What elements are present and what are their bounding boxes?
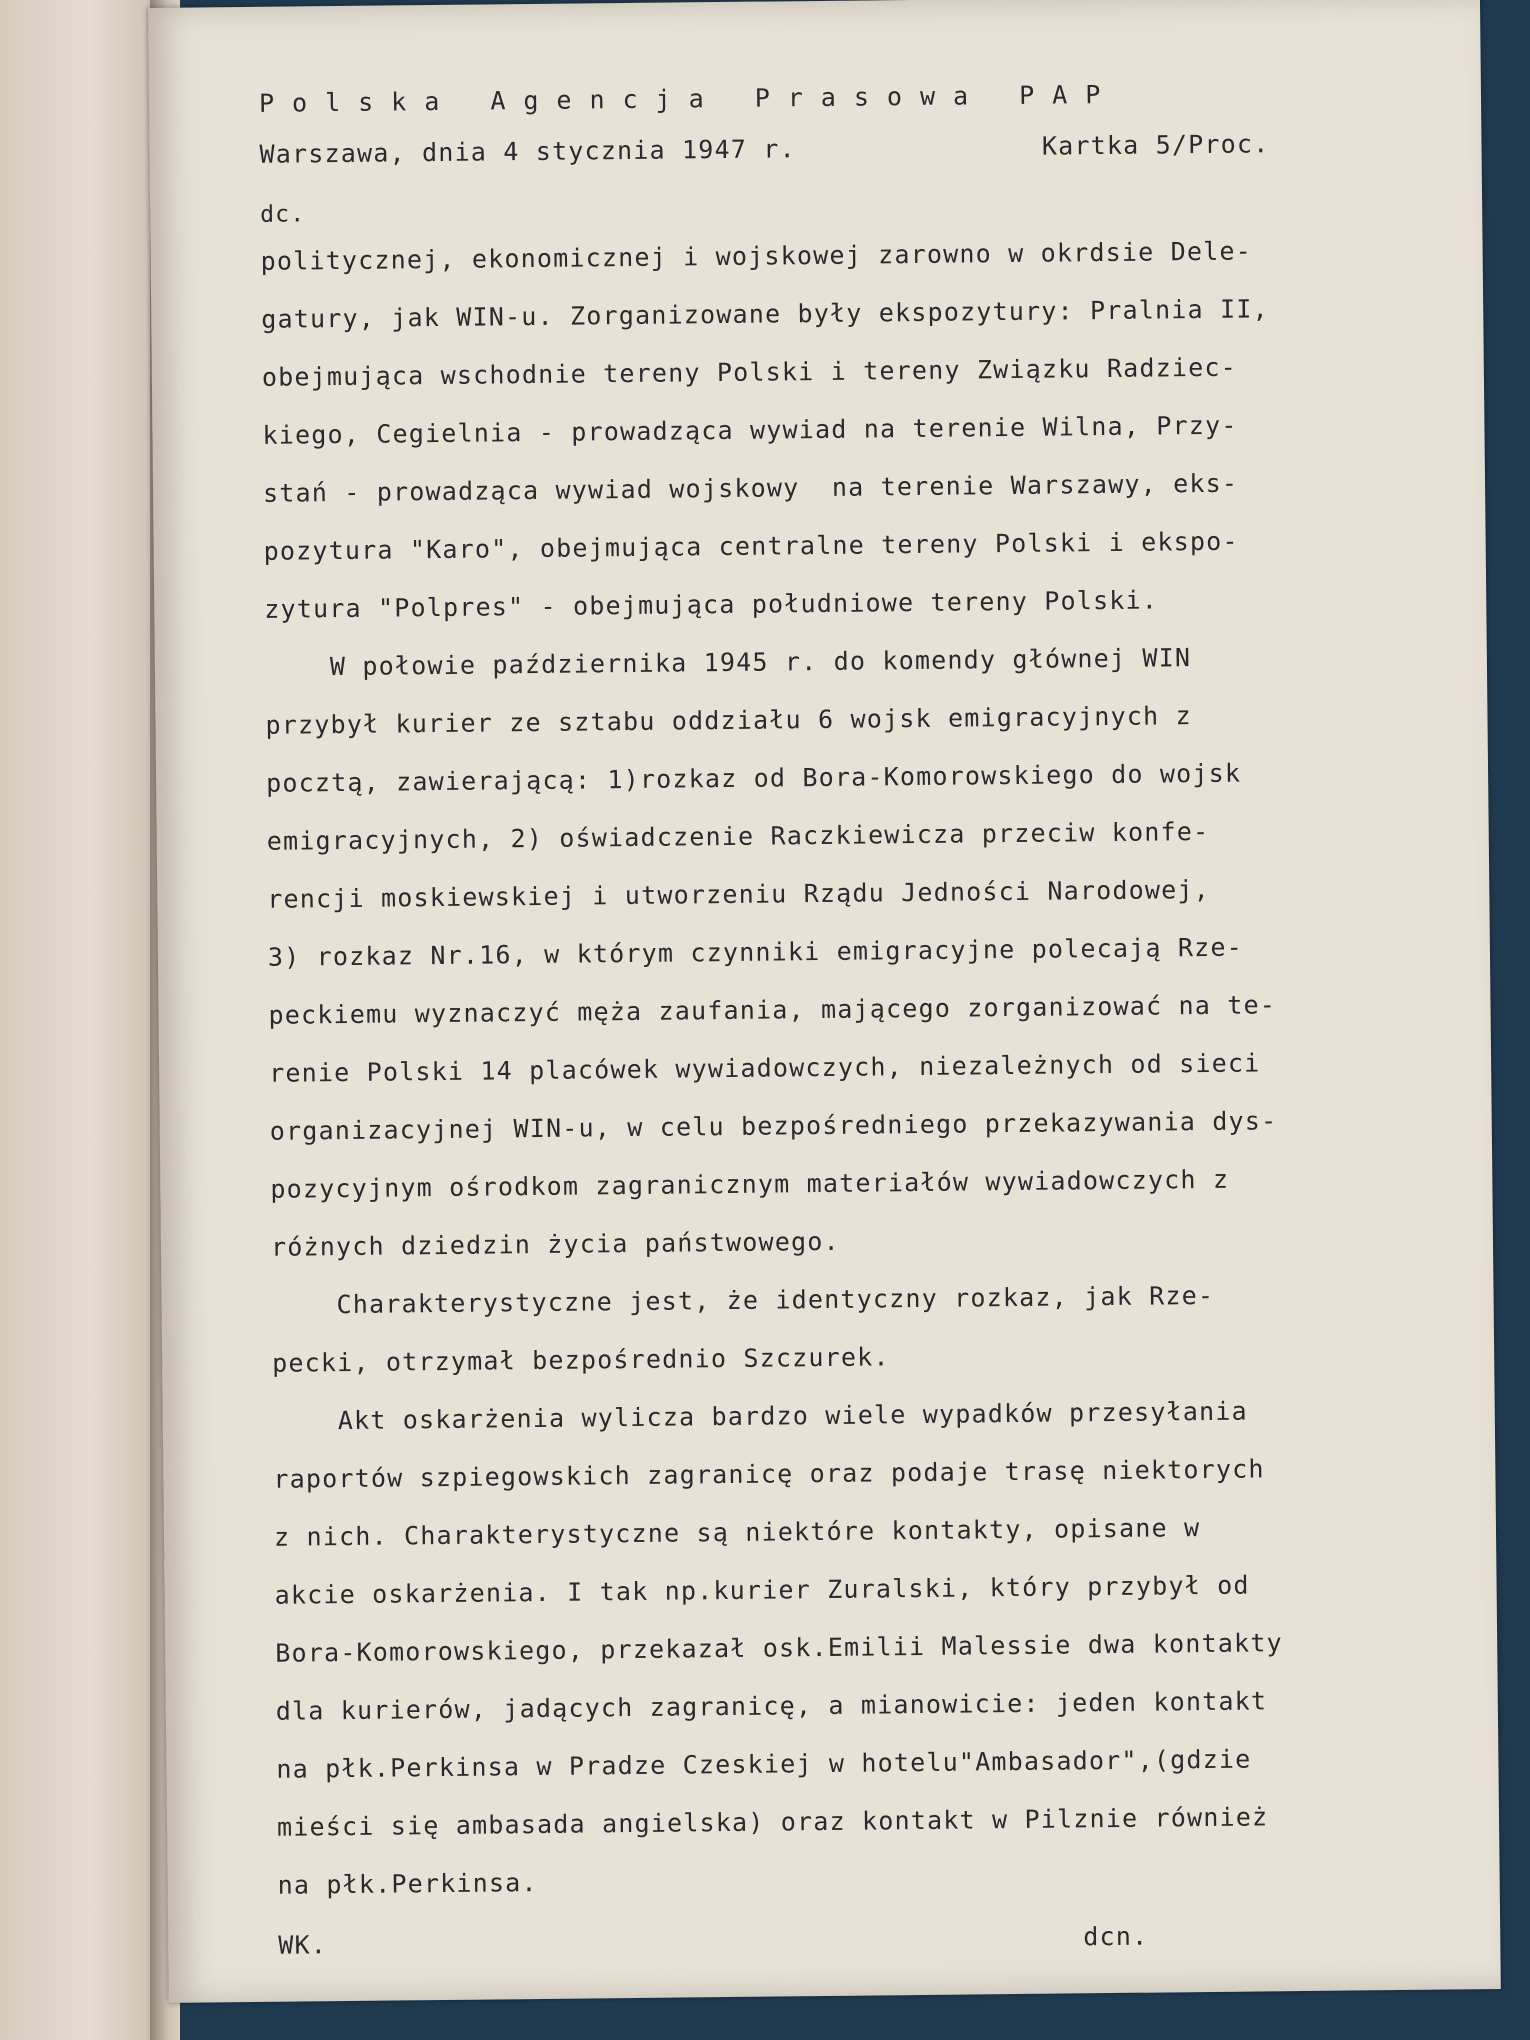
text-line: pozytura "Karo", obejmująca centralne tereny Polski i ekspo- [263,526,1239,566]
text-line: przybył kurier ze sztabu oddziału 6 wojsk emigracyjnych z [265,701,1192,740]
typewritten-page [148,0,1501,2003]
paragraph-start-line: Charakterystyczne jest, że identyczny rozkaz, jak Rze- [271,1280,1215,1320]
text-line: raportów szpiegowskich zagranicę oraz podaje trasę niektorych [273,1454,1265,1494]
place-date: Warszawa, dnia 4 stycznia 1947 r. [259,134,796,169]
text-line: na płk.Perkinsa. [277,1868,538,1900]
text-line: peckiemu wyznaczyć męża zaufania, mającego zorganizować na te- [268,990,1277,1030]
text-line: z nich. Charakterystyczne są niektóre kontakty, opisane w [273,1513,1201,1552]
typed-text [259,64,1459,1970]
text-line: pecki, otrzymał bezpośrednio Szczurek. [272,1342,890,1378]
text-line: stań - prowadząca wywiad wojskowy na terenie Warszawy, eks- [262,468,1239,508]
text-line: pozycyjnym ośrodkom zagranicznym materiałów wywiadowczych z [270,1164,1230,1204]
text-line: różnych dziedzin życia państwowego. [270,1226,840,1262]
continued-mark: dcn. [1083,1921,1149,1952]
text-line: politycznej, ekonomicznej i wojskowej zarowno w okrdsie Dele- [260,236,1253,276]
text-line: dla kurierów, jadących zagranicę, a mianowicie: jeden kontakt [275,1686,1268,1726]
footer-row [278,1912,1148,1971]
text-line: pocztą, zawierającą: 1)rozkaz od Bora-Komorowskiego do wojsk [265,758,1242,798]
text-line: emigracyjnych, 2) oświadczenie Raczkiewicza przeciw konfe- [266,816,1210,856]
left-page [0,0,165,2040]
text-line: obejmująca wschodnie tereny Polski i tereny Związku Radziec- [261,352,1238,392]
text-line: gatury, jak WIN-u. Zorganizowane były ekspozytury: Pralnia II, [261,294,1269,334]
paragraph-start-line: Akt oskarżenia wylicza bardzo wiele wypadków przesyłania [272,1396,1248,1436]
paragraph-start-line: W połowie października 1945 r. do komendy głównej WIN [264,643,1192,682]
text-line: zytura "Polpres" - obejmująca południowe tereny Polski. [264,585,1159,624]
text-line: na płk.Perkinsa w Pradze Czeskiej w hotelu"Ambasador",(gdzie [276,1744,1252,1784]
text-line: rencji moskiewskiej i utworzeniu Rządu Jedności Narodowej, [267,874,1211,914]
text-line: renie Polski 14 placówek wywiadowczych, niezależnych od sieci [269,1048,1261,1088]
text-line: akcie oskarżenia. I tak np.kurier Zuralski, który przybył od [274,1570,1250,1610]
text-line: organizacyjnej WIN-u, w celu bezpośredniego przekazywania dys- [269,1106,1278,1146]
page-reference: Kartka 5/Proc. [1041,129,1270,161]
text-line: Bora-Komorowskiego, przekazał osk.Emilii Malessie dwa kontakty [275,1628,1283,1668]
agency-header: Polska Agencja Prasowa PAP [258,79,1119,118]
dateline-row [259,120,1269,179]
typist-initials: WK. [278,1930,328,1960]
continuation-mark: dc. [260,201,306,228]
text-line: kiego, Cegielnia - prowadząca wywiad na terenie Wilna, Przy- [262,410,1238,450]
text-line: 3) rozkaz Nr.16, w którym czynniki emigracyjne polecają Rze- [267,932,1244,972]
text-line: mieści się ambasada angielska) oraz kontakt w Pilznie również [276,1802,1269,1842]
